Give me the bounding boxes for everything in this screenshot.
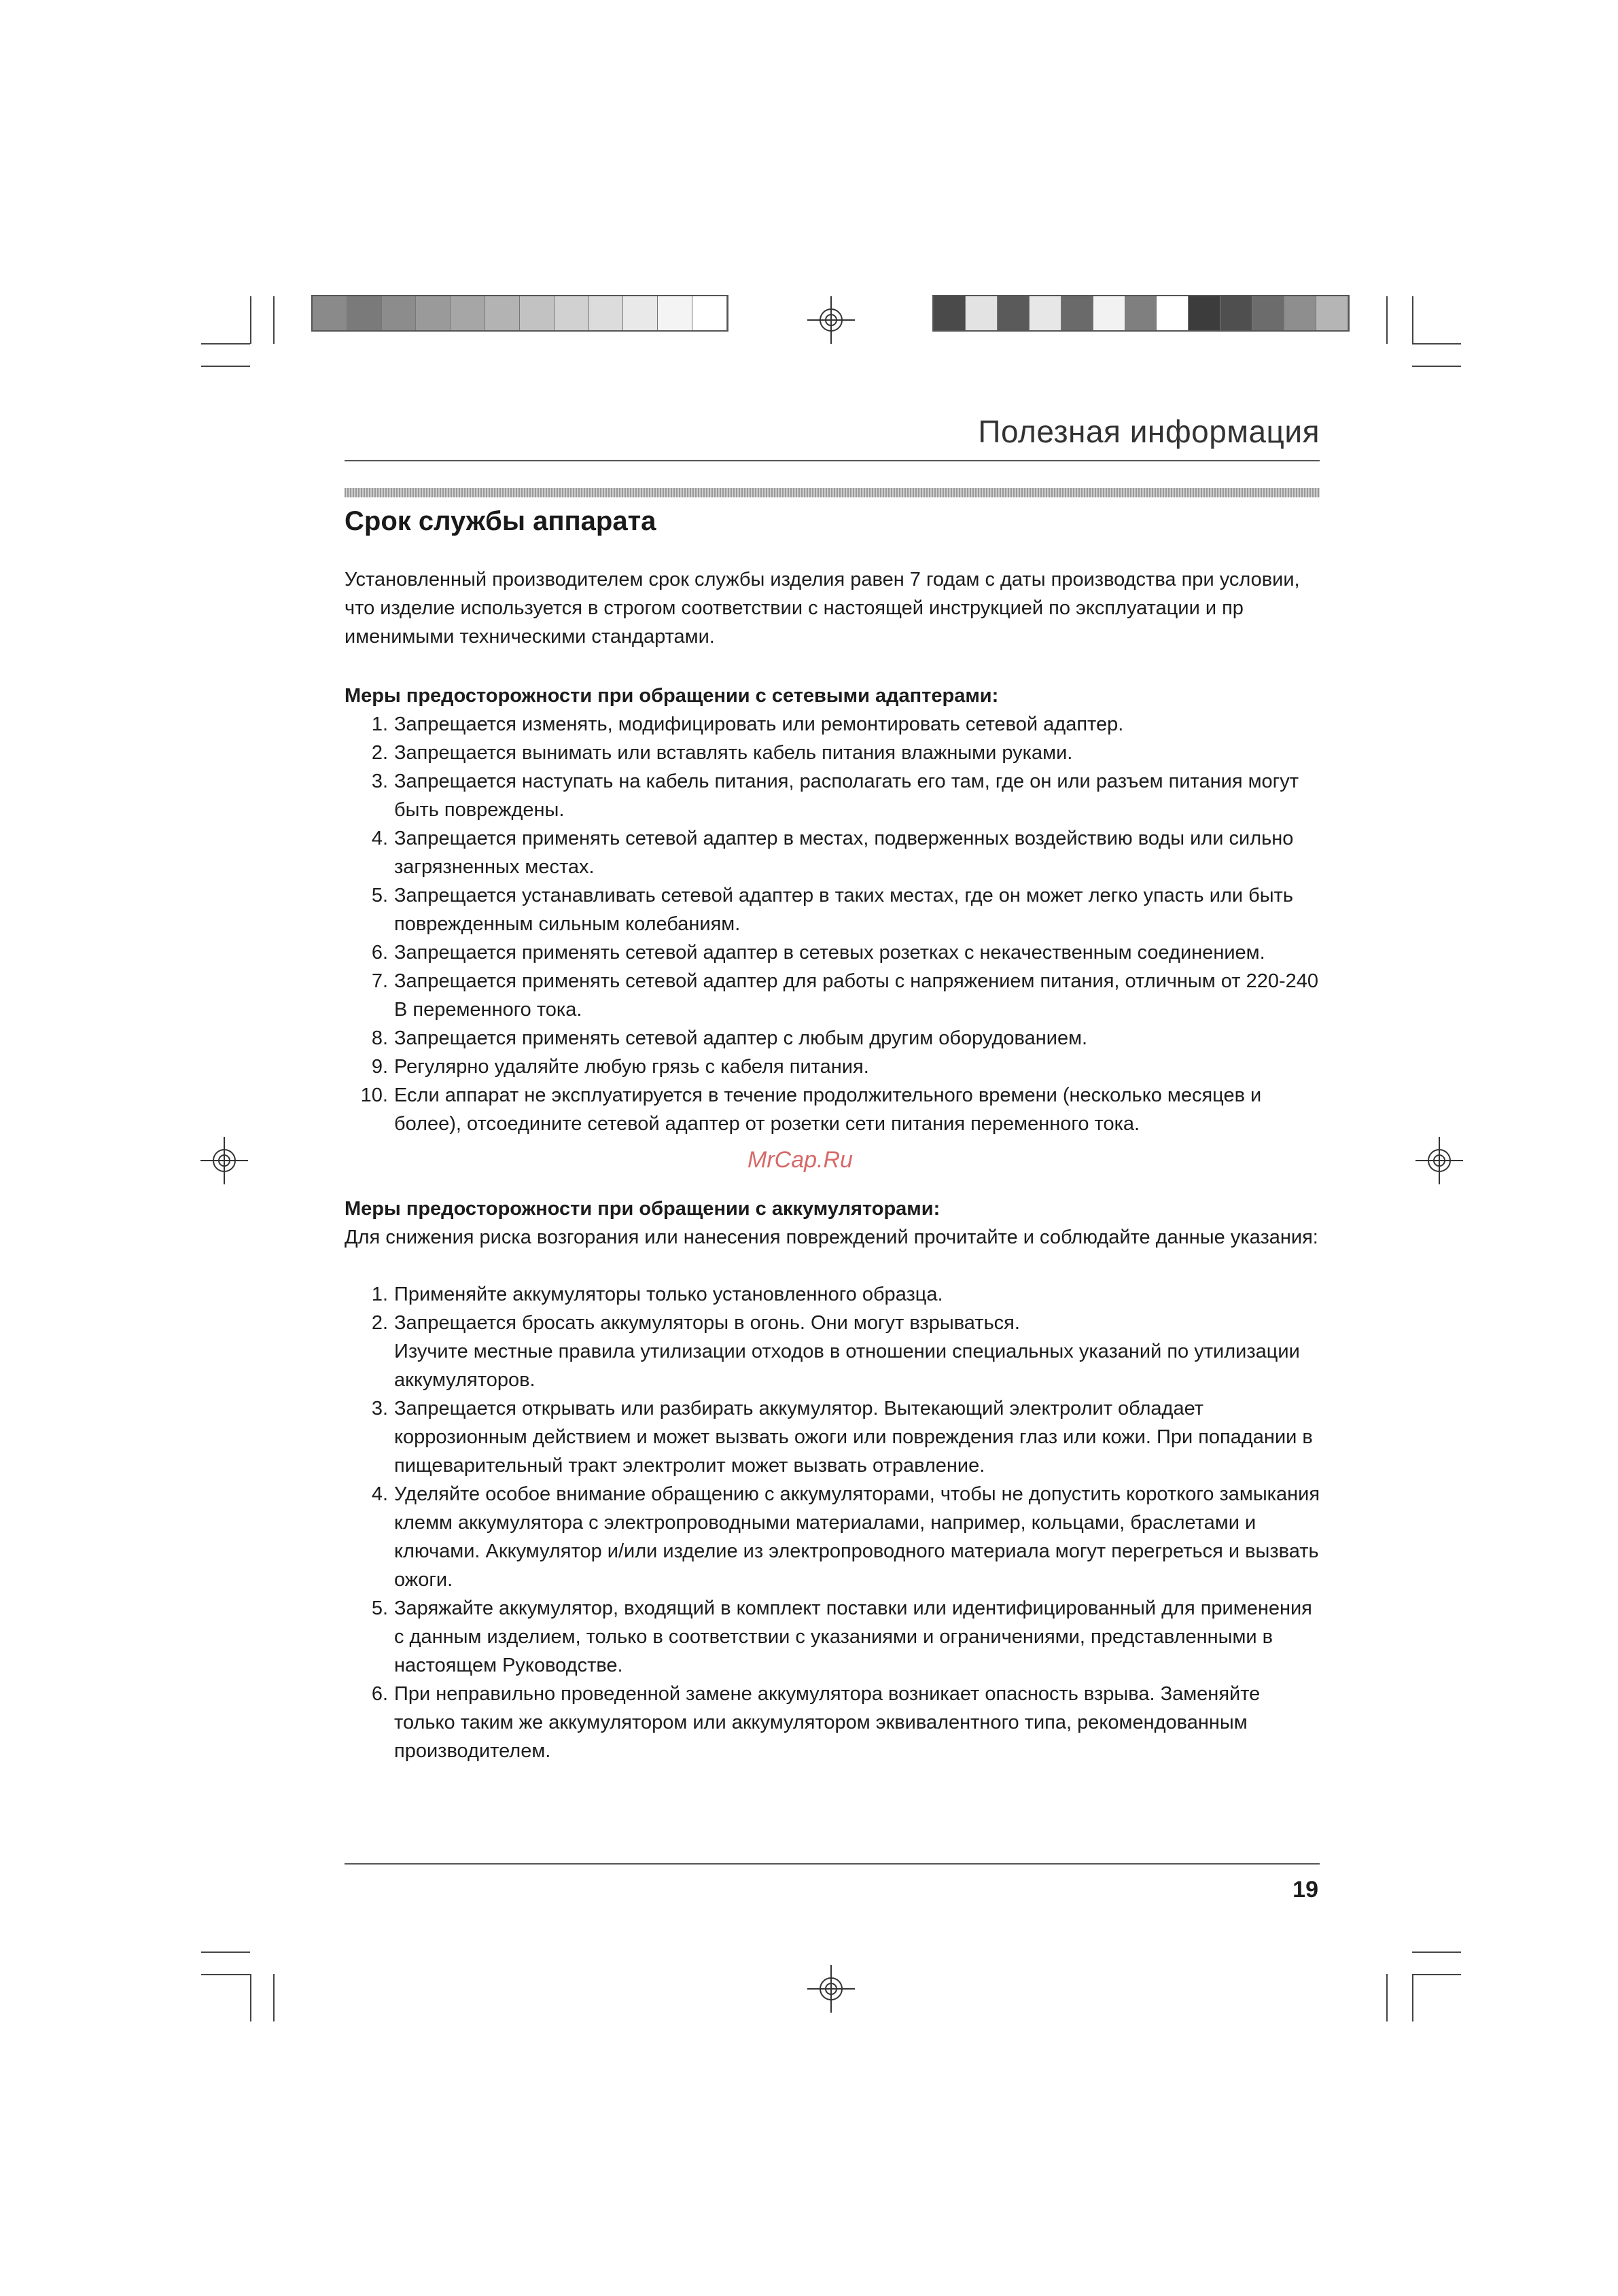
list-item: [345, 710, 1323, 739]
batteries-list: [345, 1280, 1323, 1765]
list-item: [345, 1480, 1323, 1594]
color-swatch: [1157, 296, 1189, 330]
list-item-number: 9.: [371, 1056, 388, 1078]
color-swatch: [451, 296, 485, 330]
list-item: [345, 1081, 1323, 1138]
list-item-text: Применяйте аккумуляторы только установленного образца.: [394, 1284, 943, 1305]
list-item-number: 2.: [371, 1312, 388, 1334]
list-item-text: Запрещается устанавливать сетевой адаптер в таких местах, где он может легко упасть или быть поврежденным сильным колебаниям.: [394, 885, 1293, 935]
color-swatch: [623, 296, 658, 330]
color-swatch: [966, 296, 998, 330]
crop-mark: [250, 1974, 251, 2021]
registration-target-icon: [200, 1137, 248, 1184]
color-swatch: [1316, 296, 1348, 330]
color-swatch: [1030, 296, 1061, 330]
list-item-number: 8.: [371, 1027, 388, 1049]
list-item: [345, 1309, 1323, 1394]
color-swatch: [1093, 296, 1125, 330]
color-bar-left: [311, 295, 728, 332]
list-item-number: 1.: [371, 713, 388, 735]
list-item: [345, 1280, 1323, 1309]
list-item-text: Запрещается бросать аккумуляторы в огонь. Они могут взрываться.: [394, 1312, 1020, 1334]
registration-target-icon: [807, 1965, 855, 2013]
crop-mark: [1412, 366, 1461, 367]
color-swatch: [555, 296, 589, 330]
crop-mark: [1412, 1974, 1461, 1975]
footer-rule: [345, 1863, 1320, 1865]
color-swatch: [589, 296, 624, 330]
registration-target-icon: [807, 296, 855, 344]
color-swatch: [416, 296, 451, 330]
batteries-intro: Для снижения риска возгорания или нанесения повреждений прочитайте и соблюдайте данные указания:: [345, 1226, 1318, 1248]
color-bar-right: [932, 295, 1350, 332]
list-item: [345, 1053, 1323, 1081]
crop-mark: [201, 1974, 250, 1975]
list-item-text: Запрещается наступать на кабель питания, располагать его там, где он или разъем питания могут быть повреждены.: [394, 771, 1299, 821]
list-item-text: Если аппарат не эксплуатируется в течение продолжительного времени (несколько месяцев и более), отсоедините сетевой адаптер от розетки сети питания переменного тока.: [394, 1084, 1262, 1135]
list-item: [345, 1394, 1323, 1480]
list-item-text: Регулярно удаляйте любую грязь с кабеля питания.: [394, 1056, 869, 1078]
list-item-number: 3.: [371, 1398, 388, 1419]
list-item-text: Уделяйте особое внимание обращению с аккумуляторами, чтобы не допустить короткого замыкания клемм аккумулятора с электропроводными материалами, например, кольцами, браслетами и ключами. Аккумулятор и/или изделие из электропроводного материала могут перегреться и вызвать ожоги.: [394, 1483, 1320, 1591]
intro-paragraph: Установленный производителем срок службы изделия равен 7 годам с даты производства при условии, что изделие используется в строгом соответствии с настоящей инструкцией по эксплуатации и пр именимыми техническими стандартами.: [345, 569, 1300, 648]
color-swatch: [1189, 296, 1220, 330]
list-item: [345, 881, 1323, 938]
list-item-number: 5.: [371, 1597, 388, 1619]
list-item-number: 4.: [371, 828, 388, 849]
list-item-text: При неправильно проведенной замене аккумулятора возникает опасность взрыва. Заменяйте только таким же аккумулятором или аккумулятором эквивалентного типа, рекомендованным производителем.: [394, 1683, 1261, 1762]
color-swatch: [692, 296, 727, 330]
color-swatch: [382, 296, 417, 330]
color-swatch: [1220, 296, 1252, 330]
crop-mark: [273, 296, 275, 344]
list-item-number: 2.: [371, 742, 388, 764]
list-item-text: Запрещается открывать или разбирать аккумулятор. Вытекающий электролит обладает коррозионным действием и может вызвать ожоги или повреждения глаз или кожи. При попадании в пищеварительный тракт электролит может вызвать отравление.: [394, 1398, 1313, 1477]
list-item: [345, 967, 1323, 1024]
list-item-text: Запрещается применять сетевой адаптер с любым другим оборудованием.: [394, 1027, 1088, 1049]
list-item: [345, 1680, 1323, 1765]
list-item: [345, 767, 1323, 824]
list-item: [345, 1024, 1323, 1053]
list-item-number: 3.: [371, 771, 388, 792]
crop-mark: [1412, 1974, 1413, 2021]
adapters-list: [345, 710, 1323, 1138]
adapters-heading: Меры предосторожности при обращении с сетевыми адаптерами:: [345, 685, 999, 707]
color-swatch: [1061, 296, 1093, 330]
crop-mark: [201, 366, 250, 367]
crop-mark: [250, 296, 251, 344]
list-item: [345, 824, 1323, 881]
crop-mark: [1412, 296, 1413, 344]
crop-mark: [1412, 1951, 1461, 1953]
list-item-number: 5.: [371, 885, 388, 906]
color-swatch: [347, 296, 382, 330]
list-item-text: Запрещается применять сетевой адаптер в сетевых розетках с некачественным соединением.: [394, 942, 1265, 964]
list-item-number: 10.: [360, 1084, 388, 1106]
crop-mark: [201, 343, 250, 345]
color-swatch: [1252, 296, 1284, 330]
list-item-number: 6.: [371, 942, 388, 964]
color-swatch: [313, 296, 347, 330]
crop-mark: [1412, 343, 1461, 345]
crop-mark: [201, 1951, 250, 1953]
list-item: [345, 739, 1323, 767]
list-item-number: 7.: [371, 970, 388, 992]
batteries-heading: Меры предосторожности при обращении с аккумуляторами:: [345, 1198, 940, 1220]
header-band: [345, 488, 1320, 497]
crop-mark: [273, 1974, 275, 2021]
list-item-text: Запрещается вынимать или вставлять кабель питания влажными руками.: [394, 742, 1073, 764]
list-item-text: Запрещается изменять, модифицировать или ремонтировать сетевой адаптер.: [394, 713, 1124, 735]
page-number: 19: [1292, 1877, 1318, 1903]
watermark: MrCap.Ru: [748, 1147, 853, 1173]
section-title: Полезная информация: [978, 414, 1320, 449]
color-swatch: [934, 296, 966, 330]
color-swatch: [520, 296, 555, 330]
list-item-text: Заряжайте аккумулятор, входящий в комплект поставки или идентифицированный для применения с данным изделием, только в соответствии с указаниями и ограничениями, представленными в настоящем Руководстве.: [394, 1597, 1312, 1676]
list-item-number: 6.: [371, 1683, 388, 1705]
list-item-text: Запрещается применять сетевой адаптер в местах, подверженных воздействию воды или сильно загрязненных местах.: [394, 828, 1294, 878]
color-swatch: [658, 296, 692, 330]
page-title: Срок службы аппарата: [345, 506, 656, 536]
list-item-text: Запрещается применять сетевой адаптер для работы с напряжением питания, отличным от 220-240 В переменного тока.: [394, 970, 1319, 1021]
list-item: [345, 938, 1323, 967]
list-item-number: 4.: [371, 1483, 388, 1505]
color-swatch: [485, 296, 520, 330]
color-swatch: [1125, 296, 1157, 330]
color-swatch: [998, 296, 1030, 330]
header-rule: [345, 460, 1320, 461]
color-swatch: [1284, 296, 1316, 330]
crop-mark: [1386, 296, 1388, 344]
list-item-number: 1.: [371, 1284, 388, 1305]
crop-mark: [1386, 1974, 1388, 2021]
list-item-note: Изучите местные правила утилизации отходов в отношении специальных указаний по утилизации аккумуляторов.: [394, 1341, 1300, 1391]
list-item: [345, 1594, 1323, 1680]
registration-target-icon: [1415, 1137, 1463, 1184]
